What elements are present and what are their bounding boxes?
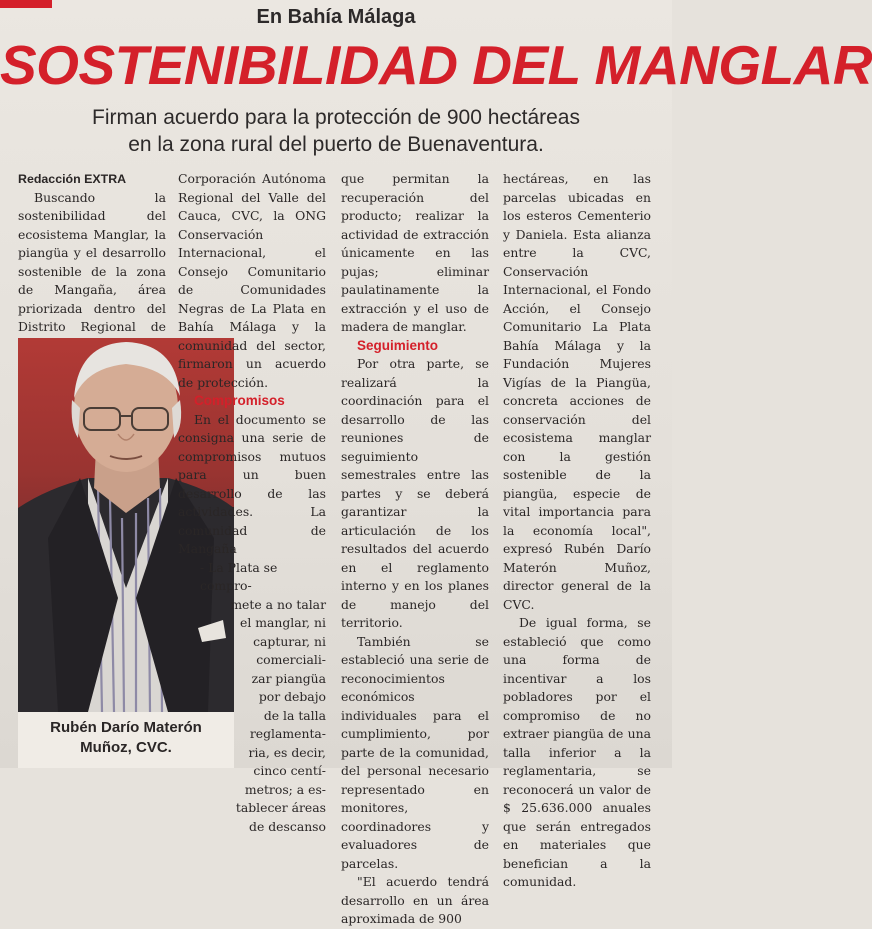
wrap-line: ria, es decir, bbox=[248, 744, 326, 760]
article-column-4 bbox=[503, 170, 651, 892]
col3-paragraph-1: que permitan la recuperación del producto; realizar la actividad de extracción únicamente en las pujas; eliminar paulatinamente la extracción y el uso de madera de manglar. bbox=[341, 171, 489, 334]
subhead-line-2: en la zona rural del puerto de Buenaventura. bbox=[128, 133, 544, 156]
wrap-line: el manglar, ni bbox=[239, 615, 326, 630]
wrap-line: reglamenta- bbox=[249, 726, 326, 741]
headline: SOSTENIBILIDAD DEL MANGLAR bbox=[0, 34, 872, 96]
col2-paragraph-1: Corporación Autónoma Regional del Valle del Cauca, CVC, la ONG Conservación Internacional, el Consejo Comunitario de Comunidades Negras de La Plata en Bahía Málaga y la comunidad del sector, firmaron un acuerdo de protección. bbox=[178, 171, 326, 390]
kicker: En Bahía Málaga bbox=[256, 6, 416, 28]
col1-paragraph-1: Buscando la sostenibilidad del ecosistema Manglar, la piangüa y el desarrollo sostenible de la zona de Mangaña, área priorizada dentro del Distrito Regional de bbox=[18, 189, 166, 334]
wrap-line: comerciali- bbox=[256, 652, 326, 667]
wrap-line: capturar, ni bbox=[253, 633, 326, 649]
col3-paragraph-4: "El acuerdo tendrá desarrollo en un área aproximada de 900 bbox=[341, 874, 489, 926]
col3-paragraph-2: Por otra parte, se realizará la coordinación para el desarrollo de las reuniones de seguimiento semestrales entre las partes y se deberá garantizar la articulación de los resultados del acuerdo en el reglamento interno y en los planes de manejo del territorio. bbox=[341, 356, 489, 630]
wrap-line: zar piangüa bbox=[251, 670, 326, 686]
caption-line-1: Rubén Darío Materón bbox=[50, 719, 202, 736]
wrap-line: cinco centí- bbox=[253, 763, 326, 778]
wrap-line: de la talla bbox=[263, 707, 326, 723]
col4-paragraph-1: hectáreas, en las parcelas ubicadas en los esteros Cementerio y Daniela. Esta alianza entre la CVC, Conservación Internacional, el Fondo Acción, el Consejo Comunitario La Plata Bahía Málaga y la Fundación Mujeres Vigías de la Piangüa, concreta acciones de conservación del ecosistema manglar con la gestión sostenible de la piangüa, especie de vital importancia para la economía local", expresó Rubén Darío Materón Muñoz, director general de la CVC. bbox=[503, 171, 651, 612]
section-heading-seguimiento: Seguimiento bbox=[357, 337, 439, 353]
subheadline bbox=[0, 104, 672, 158]
byline: Redacción EXTRA bbox=[18, 172, 127, 186]
col3-paragraph-3: También se estableció una serie de reconocimientos económicos individuales para el cumplimiento, por parte de la comunidad, del personal necesario representado en monitores, coordinadores y evaluadores de parcelas. bbox=[341, 633, 489, 871]
col2-paragraph-2: En el documento se consigna una serie de compromisos mutuos para un buen desarrollo de las actividades. La comunidad de Mangaña bbox=[178, 411, 326, 556]
col4-paragraph-2: De igual forma, se estableció que como una forma de incentivar a los pobladores por el compromiso de no extraer piangüa de una talla inferior a la reglamentaria, se reconocerá un valor de $ 25.636.000 anuales que serán entregados en materiales que benefician a la comunidad. bbox=[503, 615, 651, 889]
wrap-line: - La Plata se compro- bbox=[200, 559, 278, 593]
wrap-line: tablecer áreas bbox=[235, 800, 326, 815]
article-column-2 bbox=[178, 170, 326, 836]
wrap-line: de descanso bbox=[249, 818, 326, 834]
wrap-line: mete a no talar bbox=[230, 596, 326, 612]
article-column-3 bbox=[341, 170, 489, 929]
caption-line-2: Muñoz, CVC. bbox=[80, 739, 172, 756]
wrap-line: por debajo bbox=[258, 689, 326, 704]
section-heading-compromisos: Compromisos bbox=[194, 393, 285, 408]
wrap-line: metros; a es- bbox=[244, 781, 326, 797]
subhead-line-1: Firman acuerdo para la protección de 900 hectáreas bbox=[92, 106, 580, 129]
col2-wrapped-text bbox=[178, 559, 326, 837]
